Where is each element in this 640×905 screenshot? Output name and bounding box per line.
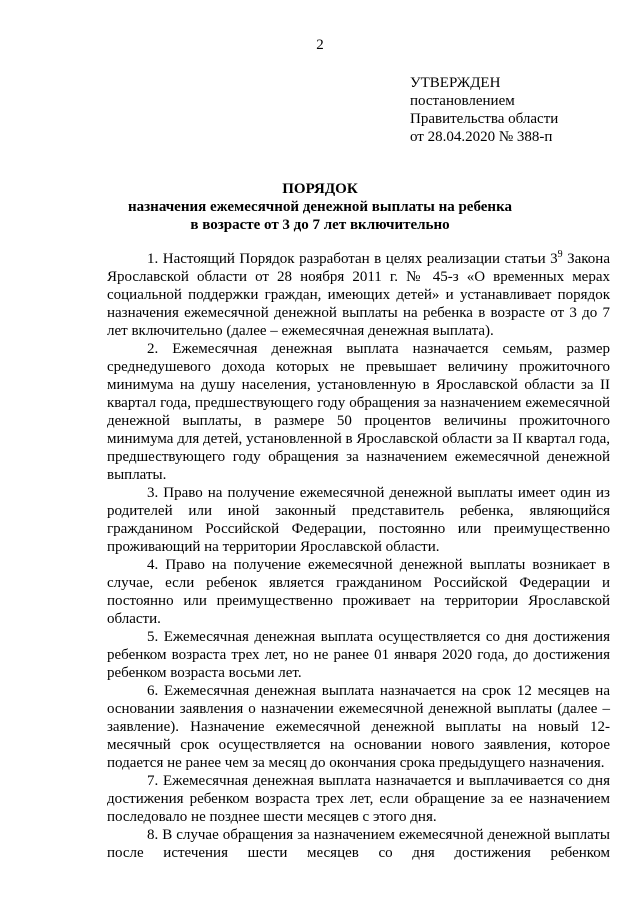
- approval-line: УТВЕРЖДЕН: [410, 75, 501, 91]
- approval-line: Правительства области: [410, 111, 559, 127]
- document-title: [0, 180, 640, 234]
- title-line: назначения ежемесячной денежной выплаты на ребенка: [128, 199, 512, 215]
- paragraph-5: 5. Ежемесячная денежная выплата осуществляется со дня достижения ребенком возраста трех лет, но не ранее 01 января 2020 года, до достижения ребенком возраста восьми лет.: [107, 629, 610, 681]
- superscript: 9: [557, 249, 563, 260]
- paragraph-3: 3. Право на получение ежемесячной денежной выплаты имеет один из родителей или иной законный представитель ребенка, являющийся гражданином Российской Федерации, постоянно или преимущественно проживающий на территории Ярославской области.: [107, 485, 610, 555]
- approval-line: от 28.04.2020 № 388-п: [410, 129, 553, 145]
- paragraph-8: 8. В случае обращения за назначением ежемесячной денежной выплаты после истечения шести месяцев со дня достижения ребенком: [107, 827, 610, 861]
- page-number: 2: [316, 37, 324, 53]
- title-heading: ПОРЯДОК: [282, 181, 358, 197]
- paragraph-text: Закона Ярославской области от 28 ноября 2011 г. № 45-з «О временных мерах социальной поддержки граждан, имеющих детей» и устанавливает порядок назначения ежемесячной денежной выплаты на ребенка в возрасте от 3 до 7 лет включительно (далее – ежемесячная денежная выплата).: [107, 251, 610, 339]
- paragraph-text: 1. Настоящий Порядок разработан в целях реализации статьи 3: [147, 251, 558, 267]
- paragraph-7: 7. Ежемесячная денежная выплата назначается и выплачивается со дня достижения ребенком возраста трех лет, если обращение за ее назначением последовало не позднее шести месяцев с этого дня.: [107, 773, 610, 825]
- approval-stamp: [410, 74, 630, 146]
- paragraph-4: 4. Право на получение ежемесячной денежной выплаты возникает в случае, если ребенок является гражданином Российской Федерации и постоянно или преимущественно проживает на территории Ярославской области.: [107, 557, 610, 627]
- paragraph-6: 6. Ежемесячная денежная выплата назначается на срок 12 месяцев на основании заявления о назначении ежемесячной денежной выплаты (далее – заявление). Назначение ежемесячной денежной выплаты на новый 12-месячный срок осуществляется на основании нового заявления, которое подается не ранее чем за месяц до окончания срока предыдущего назначения.: [107, 683, 610, 771]
- approval-line: постановлением: [410, 93, 515, 109]
- title-line: в возрасте от 3 до 7 лет включительно: [190, 217, 450, 233]
- document-body: [107, 250, 610, 862]
- paragraph-2: 2. Ежемесячная денежная выплата назначается семьям, размер среднедушевого дохода которых не превышает величину прожиточного минимума на душу населения, установленную в Ярославской области за II квартал года, предшествующего году обращения за назначением ежемесячной денежной выплаты, в размере 50 процентов величины прожиточного минимума для детей, установленной в Ярославской области за II квартал года, предшествующего году обращения за назначением ежемесячной денежной выплаты.: [107, 341, 610, 483]
- paragraph-1: [107, 250, 610, 340]
